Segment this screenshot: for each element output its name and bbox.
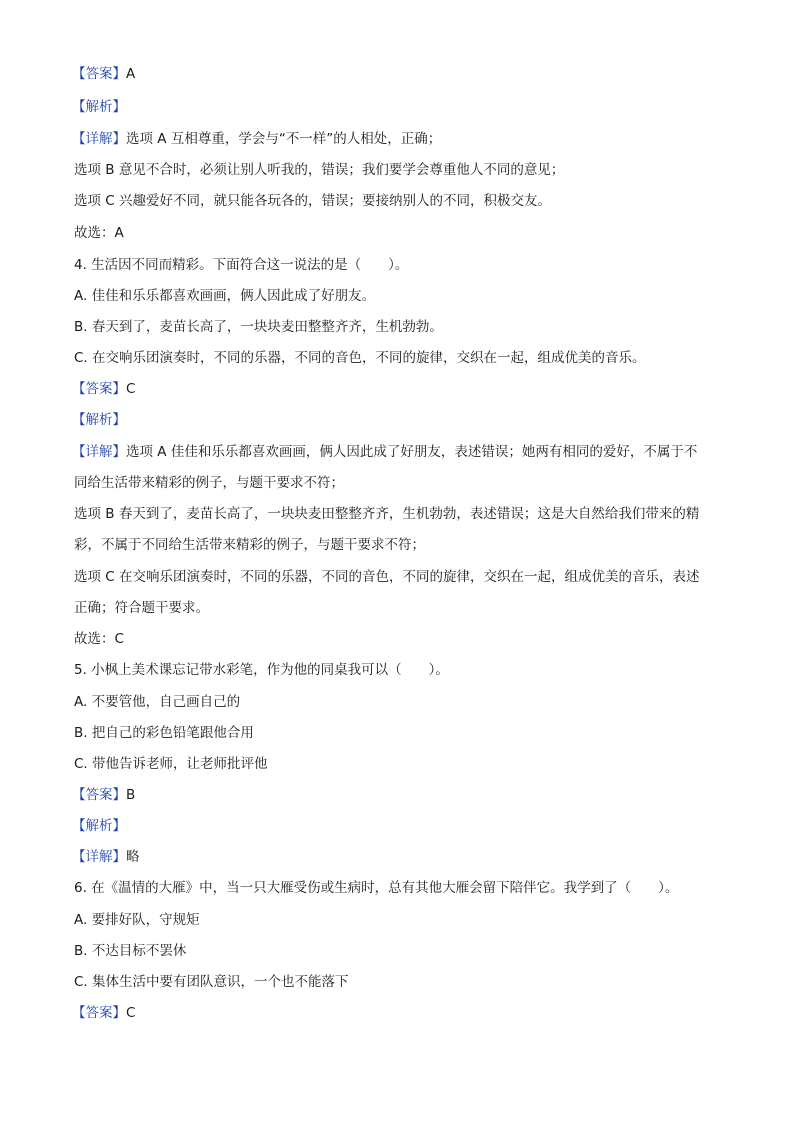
question-stem-5: 5. 小枫上美术课忘记带水彩笔，作为他的同桌我可以（ ）。 bbox=[74, 662, 449, 678]
answer-tag: 【答案】 bbox=[72, 66, 126, 82]
analysis-tag: 【解析】 bbox=[72, 99, 126, 115]
answer-tag: 【答案】 bbox=[72, 381, 126, 397]
analysis-line-q4 bbox=[72, 410, 722, 430]
detail-tag: 【详解】 bbox=[72, 849, 126, 865]
analysis-tag: 【解析】 bbox=[72, 412, 126, 428]
option-c: C. 在交响乐团演奏时，不同的乐器，不同的音色，不同的旋律，交织在一起，组成优美的音乐。 bbox=[74, 350, 646, 366]
detail-text-line: 选项 C 在交响乐团演奏时，不同的乐器，不同的音色，不同的旋律，交织在一起，组成优美的音乐，表述 bbox=[74, 569, 700, 585]
detail-tag: 【详解】 bbox=[72, 444, 126, 460]
option-b: B. 春天到了，麦苗长高了，一块块麦田整整齐齐，生机勃勃。 bbox=[74, 319, 443, 335]
answer-value: C bbox=[126, 1005, 136, 1021]
detail-text: 选项 A 互相尊重，学会与“不一样”的人相处，正确； bbox=[126, 131, 442, 147]
detail-text-line: 选项 B 春天到了，麦苗长高了，一块块麦田整整齐齐，生机勃勃，表述错误；这是大自然给我们带来的精 bbox=[74, 506, 700, 522]
question-stem-6: 6. 在《温情的大雁》中，当一只大雁受伤或生病时，总有其他大雁会留下陪伴它。我学到了（ ）。 bbox=[74, 880, 679, 896]
detail-line-q5 bbox=[72, 847, 722, 867]
detail-tag: 【详解】 bbox=[72, 131, 126, 147]
detail-text-line: 同给生活带来精彩的例子，与题干要求不符； bbox=[74, 475, 344, 491]
answer-value: C bbox=[126, 381, 136, 397]
option-c: C. 集体生活中要有团队意识，一个也不能落下 bbox=[74, 974, 349, 990]
answer-line-q3 bbox=[72, 64, 722, 84]
answer-value: B bbox=[126, 787, 136, 803]
detail-text-line: 选项 C 兴趣爱好不同，就只能各玩各的，错误；要接纳别人的不同，积极交友。 bbox=[74, 193, 552, 209]
detail-line-q4 bbox=[72, 442, 722, 462]
option-a: A. 不要管他，自己画自己的 bbox=[74, 694, 241, 710]
question-stem-4: 4. 生活因不同而精彩。下面符合这一说法的是（ ）。 bbox=[74, 257, 409, 273]
option-b: B. 把自己的彩色铅笔跟他合用 bbox=[74, 725, 254, 741]
answer-value: A bbox=[126, 66, 136, 82]
analysis-line-q5 bbox=[72, 816, 722, 836]
option-c: C. 带他告诉老师，让老师批评他 bbox=[74, 756, 268, 772]
answer-line-q4 bbox=[72, 379, 722, 399]
detail-text-line: 彩，不属于不同给生活带来精彩的例子，与题干要求不符； bbox=[74, 537, 425, 553]
option-a: A. 要排好队，守规矩 bbox=[74, 912, 200, 928]
answer-line-q6 bbox=[72, 1003, 722, 1023]
detail-text-line: 选项 B 意见不合时，必须让别人听我的，错误；我们要学会尊重他人不同的意见； bbox=[74, 162, 565, 178]
option-b: B. 不达目标不罢休 bbox=[74, 943, 187, 959]
analysis-tag: 【解析】 bbox=[72, 818, 126, 834]
detail-text: 选项 A 佳佳和乐乐都喜欢画画，俩人因此成了好朋友，表述错误；她两有相同的爱好，不属于不 bbox=[126, 444, 698, 460]
option-a: A. 佳佳和乐乐都喜欢画画，俩人因此成了好朋友。 bbox=[74, 288, 376, 304]
detail-text-line: 正确；符合题干要求。 bbox=[74, 600, 209, 616]
answer-line-q5 bbox=[72, 785, 722, 805]
answer-tag: 【答案】 bbox=[72, 1005, 126, 1021]
final-choice: 故选：C bbox=[74, 631, 124, 647]
answer-tag: 【答案】 bbox=[72, 787, 126, 803]
analysis-line-q3 bbox=[72, 97, 722, 117]
final-choice: 故选：A bbox=[74, 225, 124, 241]
detail-line-q3 bbox=[72, 129, 722, 149]
detail-text: 略 bbox=[126, 849, 140, 865]
